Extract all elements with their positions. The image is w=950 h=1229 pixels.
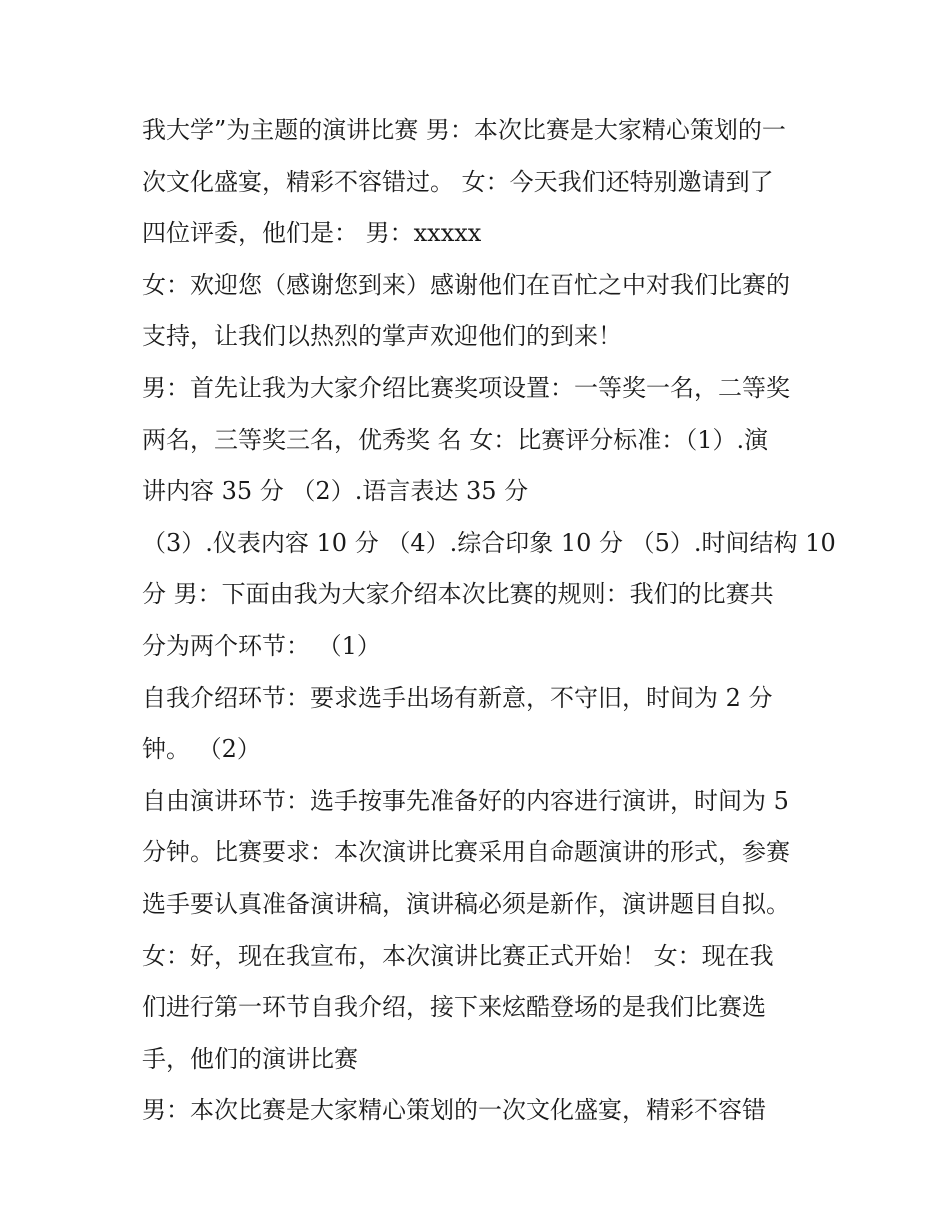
text-line: 四位评委，他们是： 男：xxxxx bbox=[142, 219, 482, 248]
text-line: 选手要认真准备演讲稿，演讲稿必须是新作，演讲题目自拟。 bbox=[142, 889, 790, 918]
text-line: 自我介绍环节：要求选手出场有新意，不守旧，时间为 2 分 bbox=[142, 683, 773, 712]
text-line: 自由演讲环节：选手按事先准备好的内容进行演讲，时间为 5 bbox=[142, 786, 789, 815]
text-line: 支持，让我们以热烈的掌声欢迎他们的到来！ bbox=[142, 322, 622, 351]
text-line: 手，他们的演讲比赛 bbox=[142, 1044, 358, 1073]
text-line: （3）.仪表内容 10 分 （4）.综合印象 10 分 （5）.时间结构 10 bbox=[142, 528, 836, 557]
text-line: 女：好，现在我宣布，本次演讲比赛正式开始！ 女：现在我 bbox=[142, 941, 774, 970]
text-line: 我大学”为主题的演讲比赛 男：本次比赛是大家精心策划的一 bbox=[142, 116, 786, 144]
text-line: 男：本次比赛是大家精心策划的一次文化盛宴，精彩不容错 bbox=[142, 1096, 766, 1125]
text-line: 分 男：下面由我为大家介绍本次比赛的规则：我们的比赛共 bbox=[142, 580, 774, 609]
text-line: 次文化盛宴，精彩不容错过。 女：今天我们还特别邀请到了 bbox=[142, 167, 774, 196]
text-line: 分钟。比赛要求：本次演讲比赛采用自命题演讲的形式，参赛 bbox=[142, 838, 790, 867]
text-line: 分为两个环节： （1） bbox=[142, 631, 381, 660]
text-line: 男：首先让我为大家介绍比赛奖项设置：一等奖一名，二等奖 bbox=[142, 373, 790, 402]
document-body bbox=[142, 105, 836, 1137]
text-line: 钟。 （2） bbox=[142, 735, 261, 764]
text-line: 讲内容 35 分 （2）.语言表达 35 分 bbox=[142, 477, 529, 506]
text-line: 女：欢迎您（感谢您到来）感谢他们在百忙之中对我们比赛的 bbox=[142, 270, 790, 299]
text-line: 们进行第一环节自我介绍，接下来炫酷登场的是我们比赛选 bbox=[142, 993, 766, 1022]
text-line: 两名，三等奖三名，优秀奖 名 女：比赛评分标准：（1）.演 bbox=[142, 425, 769, 454]
